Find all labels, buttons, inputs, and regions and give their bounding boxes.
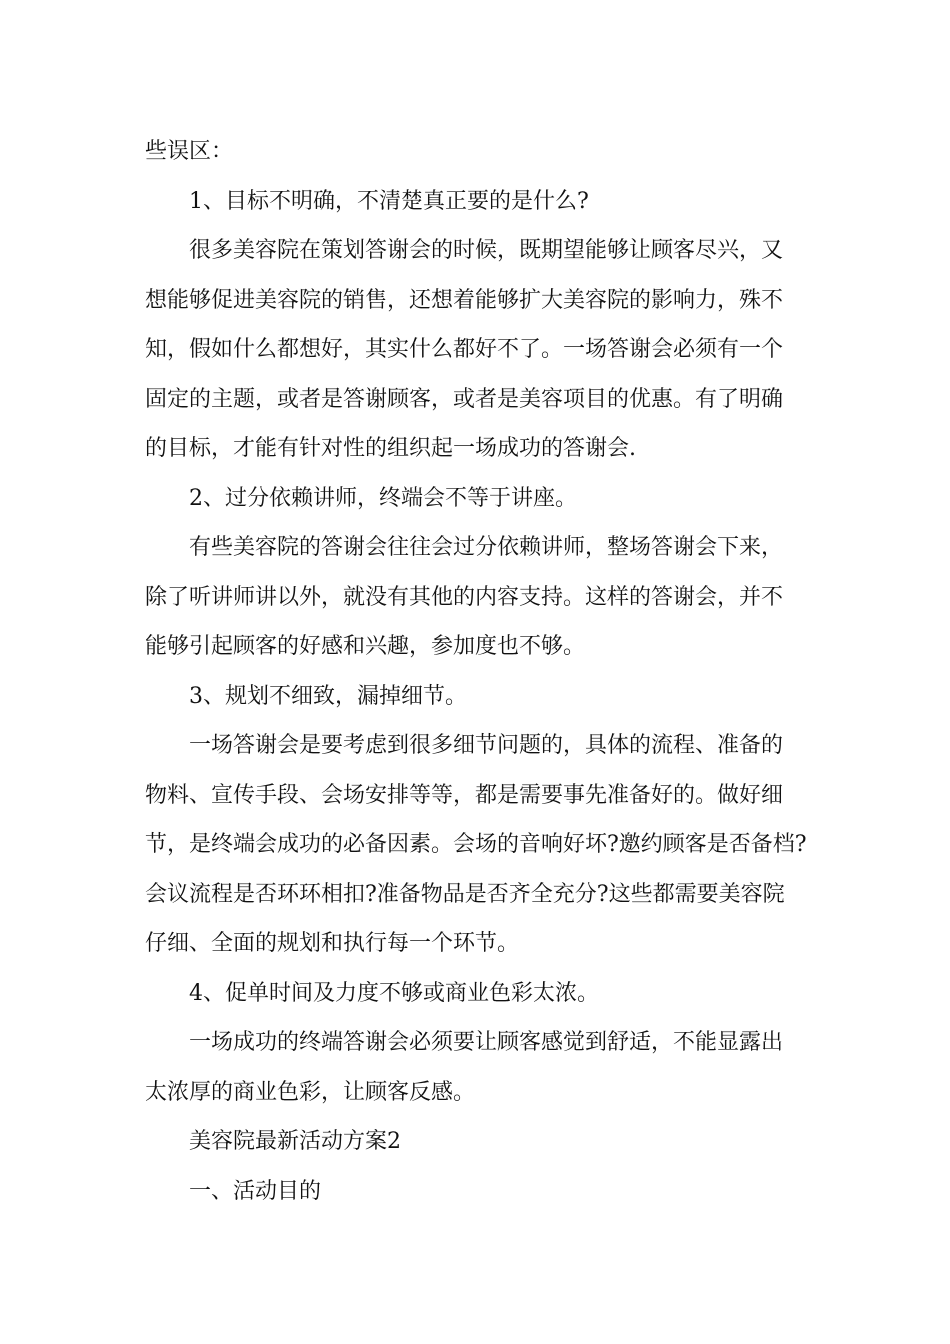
text-line: 物料、宣传手段、会场安排等等，都是需要事先准备好的。做好细 (145, 782, 784, 808)
section-title-plan-2 (145, 1117, 807, 1167)
text-line: 会议流程是否环环相扣?准备物品是否齐全充分?这些都需要美容院 (145, 881, 785, 907)
text-line: 太浓厚的商业色彩，让顾客反感。 (145, 1079, 476, 1105)
paragraph-point-4-body (145, 1018, 807, 1117)
text-line: 2、过分依赖讲师，终端会不等于讲座。 (189, 485, 577, 511)
subsection-heading-purpose (145, 1167, 807, 1217)
text-line: 一场成功的终端答谢会必须要让顾客感觉到舒适，不能显露出 (189, 1030, 784, 1055)
heading-point-4 (145, 969, 807, 1019)
text-line: 有些美容院的答谢会往往会过分依赖讲师，整场答谢会下来， (189, 535, 784, 560)
paragraph-point-2-body (145, 523, 807, 672)
text-line: 能够引起顾客的好感和兴趣，参加度也不够。 (145, 634, 586, 659)
text-line: 些误区： (145, 139, 234, 164)
text-line: 一场答谢会是要考虑到很多细节问题的，具体的流程、准备的 (189, 733, 784, 758)
document-body (145, 127, 807, 1216)
heading-point-3 (145, 672, 807, 722)
text-line: 3、规划不细致，漏掉细节。 (189, 683, 467, 709)
text-line: 一、活动目的 (189, 1178, 322, 1204)
text-line: 仔细、全面的规划和执行每一个环节。 (145, 931, 520, 956)
text-line: 固定的主题，或者是答谢顾客，或者是美容项目的优惠。有了明确 (145, 386, 784, 412)
heading-point-2 (145, 474, 807, 524)
text-line: 想能够促进美容院的销售，还想着能够扩大美容院的影响力，殊不 (145, 287, 784, 313)
text-line: 除了听讲师讲以外，就没有其他的内容支持。这样的答谢会，并不 (145, 584, 784, 610)
text-line: 的目标，才能有针对性的组织起一场成功的答谢会. (145, 436, 636, 461)
paragraph-point-3-body (145, 721, 807, 969)
text-line: 4、促单时间及力度不够或商业色彩太浓。 (189, 980, 599, 1006)
text-line: 1、目标不明确，不清楚真正要的是什么? (189, 188, 589, 214)
heading-point-1 (145, 177, 807, 227)
paragraph-point-1-body (145, 226, 807, 474)
text-line: 知，假如什么都想好，其实什么都好不了。一场答谢会必须有一个 (145, 337, 784, 362)
text-line: 很多美容院在策划答谢会的时候，既期望能够让顾客尽兴，又 (189, 238, 784, 263)
paragraph-continued-intro (145, 127, 807, 177)
text-line: 美容院最新活动方案2 (189, 1129, 401, 1154)
text-line: 节，是终端会成功的必备因素。会场的音响好坏?邀约顾客是否备档? (145, 832, 807, 857)
